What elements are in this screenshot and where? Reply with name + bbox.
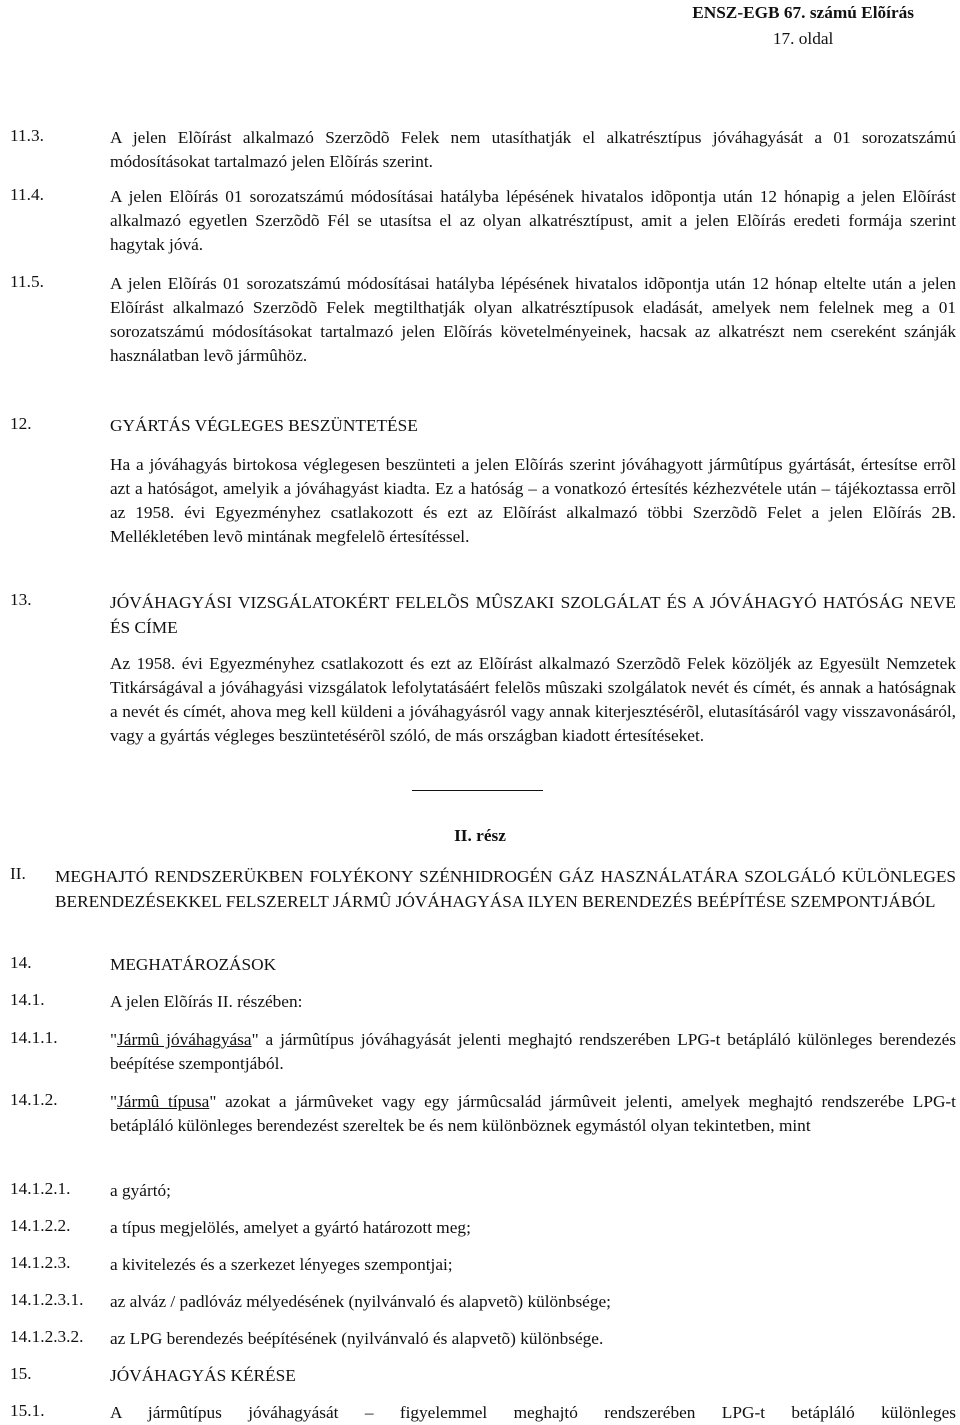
definition-text: " azokat a jármûveket vagy egy jármûcsalád jármûveit jelenti, amelyek meghajtó rendszerébe LPG-t betápláló különleges berendezést szereltek be és nem különböznek egymástól olyan tekintetben, mint [110, 1092, 956, 1135]
section-heading: JÓVÁHAGYÁS KÉRÉSE [110, 1366, 296, 1385]
section-number: 14.1.2. [10, 1090, 58, 1109]
section-text: Az 1958. évi Egyezményhez csatlakozott és ezt az Elõírást alkalmazó Szerzõdõ Felek közöljék az Egyesült Nemzetek Titkárságával a jóváhagyási vizsgálatok lefolytatásáért felelõs mûszaki szolgálatok nevét és címét, és annak a hatóságnak a nevét és címét, ahova meg kell küldeni a jóváhagyásról vagy annak kiterjesztésérõl, elutasításáról vagy visszavonásáról, vagy a gyártás végleges beszüntetésérõl szóló, de más országban kiadott értesítéseket. [110, 654, 956, 745]
item-number: 14.1.2.3. [10, 1253, 71, 1272]
section-number: 15. [10, 1364, 32, 1383]
quote-mark: " [110, 1092, 118, 1111]
item-number: 14.1.2.3.2. [10, 1327, 84, 1346]
section-number: 15.1. [10, 1401, 45, 1420]
item-text: a típus megjelölés, amelyet a gyártó határozott meg; [110, 1218, 471, 1237]
definition-text: " a jármûtípus jóváhagyását jelenti meghajtó rendszerében LPG-t betápláló különleges berendezés beépítése szempontjából. [110, 1030, 956, 1073]
document-title: ENSZ-EGB 67. számú Elõírás [692, 3, 914, 22]
section-text [110, 1090, 956, 1138]
section-text: A jelen Elõírás II. részében: [110, 992, 303, 1011]
section-text: A jelen Elõírás 01 sorozatszámú módosításai hatályba lépésének hivatalos idõpontja után 12 hónapig a jelen Elõírást alkalmazó egyetlen Szerzõdõ Fél se utasítsa el az olyan alkatrésztípust, amit a jelen Elõírás eredeti formája szerint hagytak jóvá. [110, 187, 956, 254]
item-text: a kivitelezés és a szerkezet lényeges szempontjai; [110, 1255, 453, 1274]
item-text: a gyártó; [110, 1181, 171, 1200]
separator-rule [412, 790, 543, 791]
section-number: 13. [10, 590, 32, 609]
item-number: 14.1.2.2. [10, 1216, 71, 1235]
section-text: Ha a jóváhagyás birtokosa véglegesen beszünteti a jelen Elõírás szerint jóváhagyott jármûtípus gyártását, értesítse errõl azt a hatóságot, amelyik a jóváhagyást kiadta. Ez a hatóság – a vonatkozó értesítés kézhezvétele után – tájékoztassa errõl az 1958. évi Egyezményhez csatlakozott és ezt az Elõírást alkalmazó többi Szerzõdõ Felet a jelen Elõírás 2B. Mellékletében levõ mintának megfelelõ értesítéssel. [110, 455, 956, 546]
part-title: II. rész [454, 826, 506, 845]
part-heading-text: MEGHAJTÓ RENDSZERÜKBEN FOLYÉKONY SZÉNHIDROGÉN GÁZ HASZNÁLATÁRA SZOLGÁLÓ KÜLÖNLEGES BERENDEZÉSEKKEL FELSZERELT JÁRMÛ JÓVÁHAGYÁSA ILYEN BERENDEZÉS BEÉPÍTÉSE SZEMPONTJÁBÓL [55, 867, 956, 911]
section-heading: MEGHATÁROZÁSOK [110, 955, 277, 974]
page-header [692, 0, 914, 52]
section-number: 11.5. [10, 272, 44, 291]
section-number: 14.1.1. [10, 1028, 58, 1047]
section-text: A jármûtípus jóváhagyását – figyelemmel meghajtó rendszerében LPG-t betápláló különleges [110, 1403, 956, 1422]
section-heading: GYÁRTÁS VÉGLEGES BESZÜNTETÉSE [110, 416, 418, 435]
section-text [110, 1028, 956, 1076]
defined-term: Jármû jóváhagyása [117, 1030, 252, 1049]
item-number: 14.1.2.3.1. [10, 1290, 84, 1309]
quote-mark: " [110, 1030, 118, 1049]
page-number: 17. oldal [772, 29, 834, 48]
item-text: az alváz / padlóváz mélyedésének (nyilvánvaló és alapvetõ) különbsége; [110, 1292, 611, 1311]
section-heading: JÓVÁHAGYÁSI VIZSGÁLATOKÉRT FELELÕS MÛSZAKI SZOLGÁLAT ÉS A JÓVÁHAGYÓ HATÓSÁG NEVE ÉS CÍME [110, 593, 956, 637]
section-text: A jelen Elõírást alkalmazó Szerzõdõ Felek nem utasíthatják el alkatrésztípus jóváhagyását a 01 sorozatszámú módosításokat tartalmazó jelen Elõírás szerint. [110, 128, 956, 171]
section-number: 12. [10, 414, 32, 433]
defined-term: Jármû típusa [117, 1092, 210, 1111]
section-number: 11.4. [10, 185, 44, 204]
part-number: II. [10, 864, 26, 883]
section-number: 14. [10, 953, 32, 972]
section-number: 14.1. [10, 990, 45, 1009]
item-number: 14.1.2.1. [10, 1179, 71, 1198]
item-text: az LPG berendezés beépítésének (nyilvánvaló és alapvetõ) különbsége. [110, 1329, 604, 1348]
section-text: A jelen Elõírás 01 sorozatszámú módosításai hatályba lépésének hivatalos idõpontja után 12 hónap eltelte után a jelen Elõírást alkalmazó Szerzõdõ Felek megtilthatják olyan alkatrésztípusok eladását, amelyek nem felelnek meg a 01 sorozatszámú módosításokat tartalmazó jelen Elõírás követelményeinek, hacsak az alkatrészt nem csereként szánják használatban levõ jármûhöz. [110, 274, 956, 365]
section-number: 11.3. [10, 126, 44, 145]
